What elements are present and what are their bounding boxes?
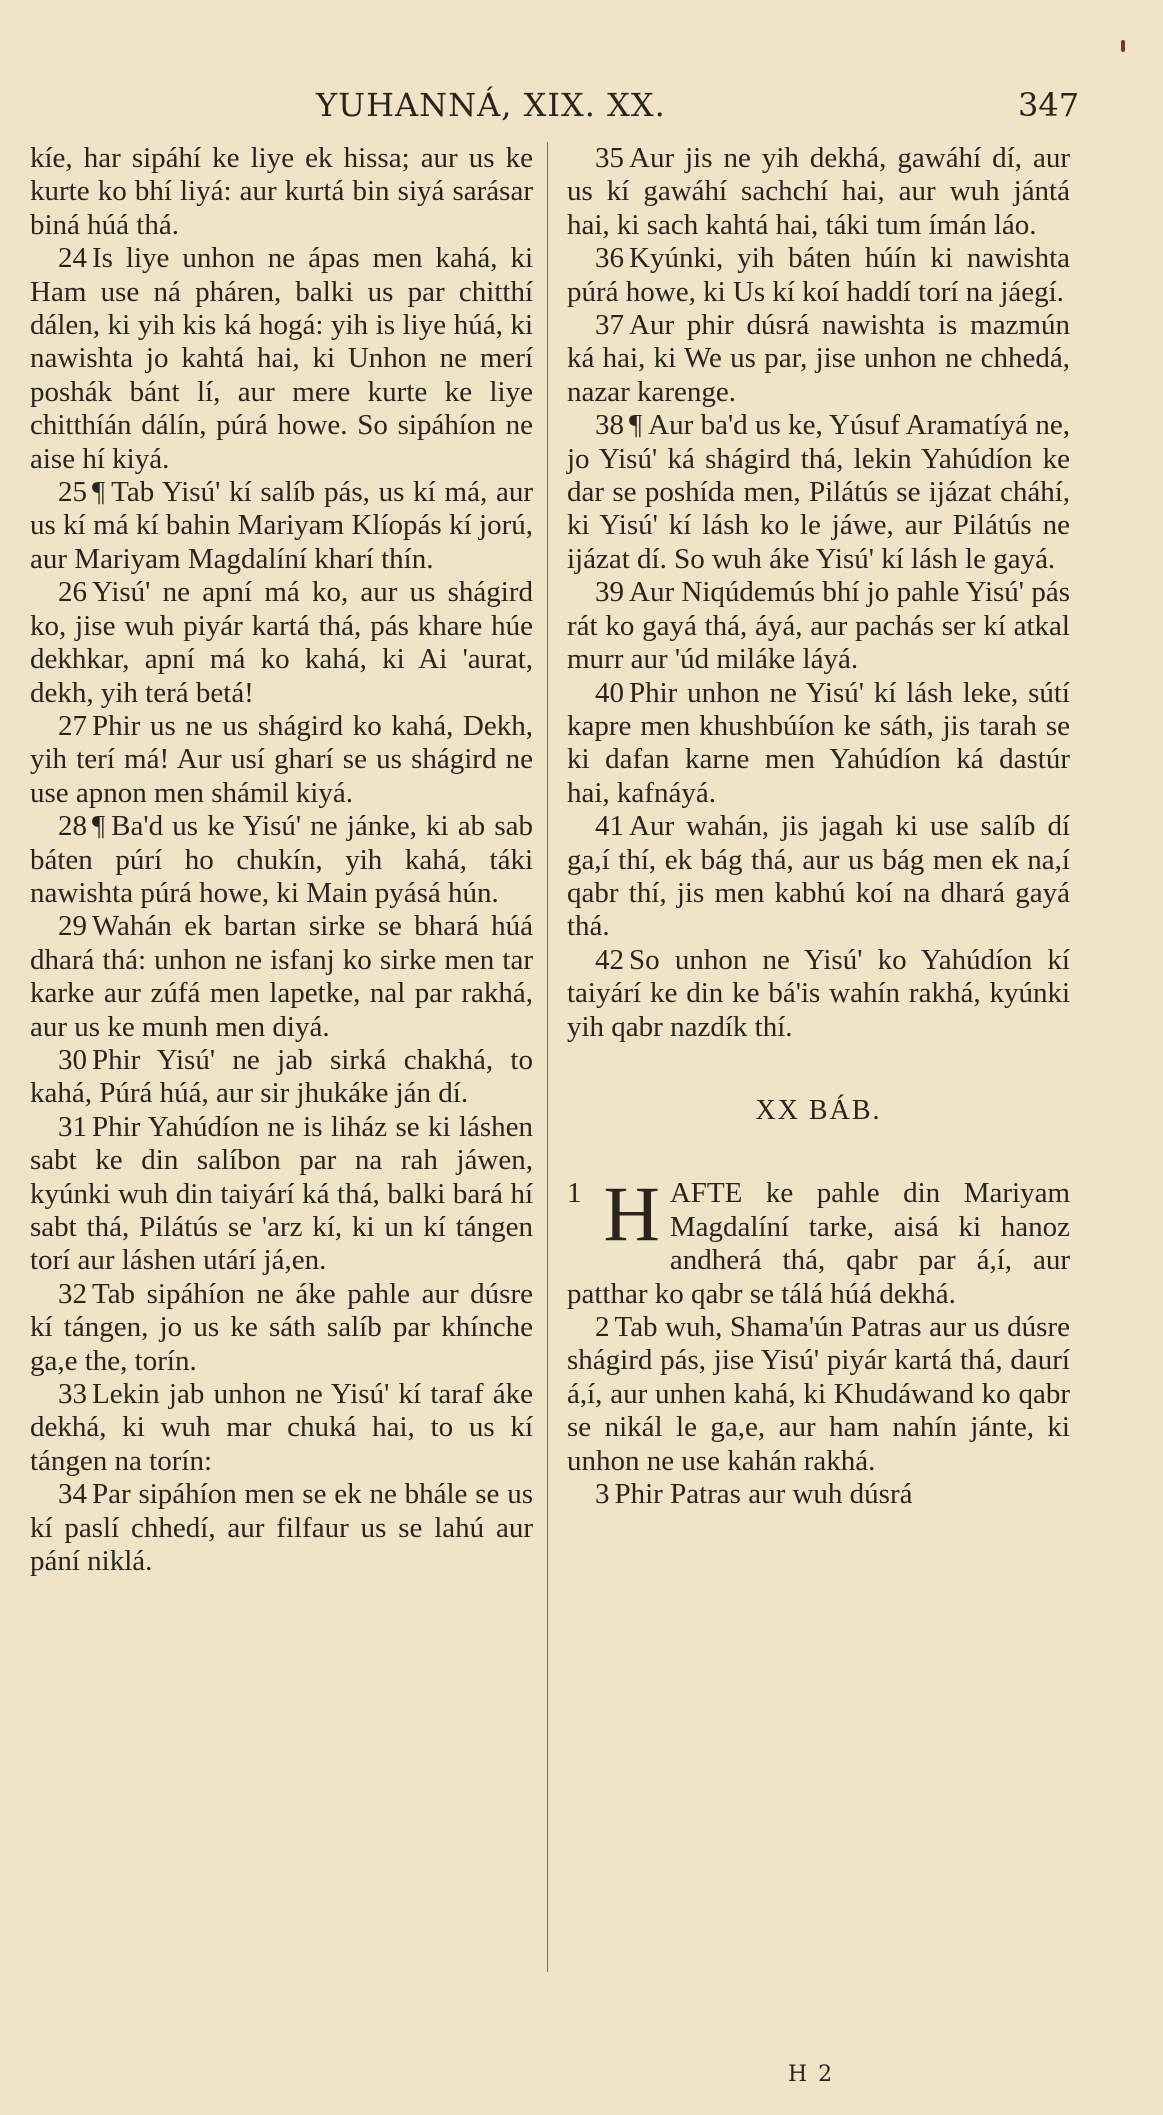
verse-number: 24 <box>58 242 87 275</box>
verse-24 <box>30 242 533 476</box>
right-verses-after <box>567 1311 1070 1511</box>
pilcrow-mark: ¶ <box>629 409 643 442</box>
verse-number: 39 <box>595 576 624 609</box>
verse-number: 2 <box>595 1311 610 1343</box>
verse-text: Lekin jab unhon ne Yisú' kí taraf áke dekhá, ki wuh mar chuká hai, to us kí tángen na torín: <box>30 1378 533 1477</box>
verse-33 <box>30 1378 533 1478</box>
verse-40 <box>567 677 1070 811</box>
verse-number: 26 <box>58 576 87 609</box>
verse-number: 28 <box>58 810 87 843</box>
verse-number: 31 <box>58 1110 87 1143</box>
verse-number: 34 <box>58 1478 87 1511</box>
right-column <box>567 142 1070 1511</box>
left-column <box>30 142 533 1578</box>
verse-text: Ba'd us ke Yisú' ne jánke, ki ab sab báten púrí ho chukín, yih kahá, táki nawishta púrá howe, ki Main pyásá hún. <box>30 810 533 909</box>
verse-28 <box>30 810 533 910</box>
verse-text: Wahán ek bartan sirke se bhará húá dhará thá: unhon ne isfanj ko sirke men tar karke aur zúfá men lapetke, nal par rakhá, aur us ke munh men diyá. <box>30 910 533 1043</box>
verse-number: 30 <box>58 1043 87 1076</box>
verse-number: 40 <box>595 676 624 709</box>
right-verses <box>567 142 1070 1044</box>
verse-number: 25 <box>58 476 87 509</box>
chapter-heading: XX BÁB. <box>755 1094 882 1126</box>
verse-39 <box>567 576 1070 676</box>
verse-number: 33 <box>58 1378 87 1411</box>
pilcrow-mark: ¶ <box>92 810 106 843</box>
verse-number: 42 <box>595 943 624 976</box>
verse-continuation <box>30 142 533 242</box>
running-header <box>0 86 1163 126</box>
verse-1 <box>567 1170 1070 1311</box>
verse-number: 29 <box>58 910 87 943</box>
verse-31 <box>30 1111 533 1278</box>
column-rule <box>547 142 548 1972</box>
verse-number: 36 <box>595 242 624 275</box>
verse-text: Kyúnki, yih báten húín ki nawishta púrá howe, ki Us kí koí haddí torí na jáegí. <box>567 242 1070 308</box>
page-number: 347 <box>1018 86 1080 124</box>
verse-number: 3 <box>595 1478 610 1511</box>
ink-mark <box>1121 40 1125 52</box>
verse-2 <box>567 1311 1070 1478</box>
running-title: YUHANNÁ, XIX. XX. <box>316 86 666 124</box>
verse-text: Is liye unhon ne ápas men kahá, ki Ham use ná pháren, balki us par chitthí dálen, ki yih kis ká hogá: yih is liye húá, ki nawishta jo kahtá hai, ki Unhon ne merí poshák bánt lí, aur mere kurte ke liye chitthíán dálín, púrá howe. So sipáhíon ne aise hí kiyá. <box>30 242 533 475</box>
verse-text: Aur wahán, jis jagah ki use salíb dí ga,í thí, ek bág thá, aur us bág men ek na,í qabr thí, jis men kabhú koí na dhará gayá thá. <box>567 810 1070 943</box>
verse-text: Phir Yahúdíon ne is liház se ki láshen sabt ke din salíbon par na rah jáwen, kyúnki wuh din taiyárí ká thá, balki bará hí sabt thá, Pilátús se 'arz kí, ki un kí tángen torí aur láshen utárí já,en. <box>30 1110 533 1277</box>
verse-35 <box>567 142 1070 242</box>
verse-text: Par sipáhíon men se ek ne bhále se us kí paslí chhedí, aur filfaur us se lahú aur pání niklá. <box>30 1478 533 1578</box>
verse-37 <box>567 309 1070 409</box>
verse-32 <box>30 1278 533 1378</box>
verse-text: Aur Niqúdemús bhí jo pahle Yisú' pás rát ko gayá thá, áyá, aur pachás ser kí atkal murr aur 'úd miláke láyá. <box>567 576 1070 676</box>
verse-text: kíe, har sipáhí ke liye ek hissa; aur us ke kurte ko bhí liyá: aur kurtá bin siyá sarásar biná húá thá. <box>30 142 533 241</box>
verse-29 <box>30 910 533 1044</box>
verse-text: Tab wuh, Shama'ún Patras aur us dúsre shágird pás, jise Yisú' piyár kartá thá, daurí á,í, aur unhen kahá, ki Khudáwand ko qabr se nikál le ga,e, aur ham nahín jánte, ki unhon ne use kahán rakhá. <box>567 1311 1070 1477</box>
verse-38 <box>567 409 1070 576</box>
verse-26 <box>30 576 533 710</box>
pilcrow-mark: ¶ <box>92 476 106 509</box>
verse-34 <box>30 1478 533 1578</box>
verse-text: Phir Patras aur wuh dúsrá <box>614 1478 913 1511</box>
verse-41 <box>567 810 1070 944</box>
verse-number: 32 <box>58 1277 87 1310</box>
verse-text: Phir Yisú' ne jab sirká chakhá, to kahá, Púrá húá, aur sir jhukáke ján dí. <box>30 1043 533 1110</box>
verse-number: 27 <box>58 709 87 742</box>
chapter-first-verse <box>567 1170 1070 1311</box>
verse-text: AFTE ke pahle din Mariyam Magdalíní tarke, aisá ki hanoz andherá thá, qabr par á,í, aur patthar ko qabr se tálá húá dekhá. <box>567 1177 1070 1310</box>
verse-number: 38 <box>595 409 624 442</box>
verse-number: 35 <box>595 142 624 174</box>
verse-number: 41 <box>595 810 624 843</box>
verse-text: Tab sipáhíon ne áke pahle aur dúsre kí tángen, jo us ke sáth salíb par khínche ga,e the, torín. <box>30 1277 533 1377</box>
verse-36 <box>567 242 1070 309</box>
verse-42 <box>567 944 1070 1044</box>
verse-text: Tab Yisú' kí salíb pás, us kí má, aur us kí má kí bahin Mariyam Klíopás kí jorú, aur Mariyam Magdalíní kharí thín. <box>30 476 533 575</box>
verse-text: So unhon ne Yisú' ko Yahúdíon kí taiyárí ke din ke bá'is wahín rakhá, kyúnki yih qabr nazdík thí. <box>567 943 1070 1043</box>
verse-27 <box>30 710 533 810</box>
verse-text: Aur ba'd us ke, Yúsuf Aramatíyá ne, jo Yisú' ká shágird thá, lekin Yahúdíon ke dar se poshída men, Pilátús se ijázat cháhí, ki Yisú' kí lásh ko le jáwe, aur Pilátús ne ijázat dí. So wuh áke Yisú' kí lásh le gayá. <box>567 409 1070 575</box>
verse-25 <box>30 476 533 576</box>
verse-number: 37 <box>595 309 624 342</box>
signature-mark: H 2 <box>788 2062 835 2087</box>
verse-text: Aur phir dúsrá nawishta is mazmún ká hai, ki We us par, jise unhon ne chhedá, nazar karenge. <box>567 309 1070 408</box>
drop-cap: H <box>603 1170 660 1258</box>
verse-number: 1 <box>567 1177 582 1210</box>
verse-3 <box>567 1478 1070 1511</box>
verse-text: Phir us ne us shágird ko kahá, Dekh, yih terí má! Aur usí gharí se us shágird ne use apnon men shámil kiyá. <box>30 709 533 809</box>
verse-text: Aur jis ne yih dekhá, gawáhí dí, aur us kí gawáhí sachchí hai, aur wuh jántá hai, ki sach kahtá hai, táki tum ímán láo. <box>567 142 1070 241</box>
verse-text: Yisú' ne apní má ko, aur us shágird ko, jise wuh piyár kartá thá, pás khare húe dekhkar, apní má ko kahá, ki Ai 'aurat, dekh, yih terá betá! <box>30 576 533 709</box>
verse-text: Phir unhon ne Yisú' kí lásh leke, sútí kapre men khushbúíon ke sáth, jis tarah se ki dafan karne men Yahúdíon ká dastúr hai, kafnáyá. <box>567 676 1070 809</box>
verse-30 <box>30 1044 533 1111</box>
